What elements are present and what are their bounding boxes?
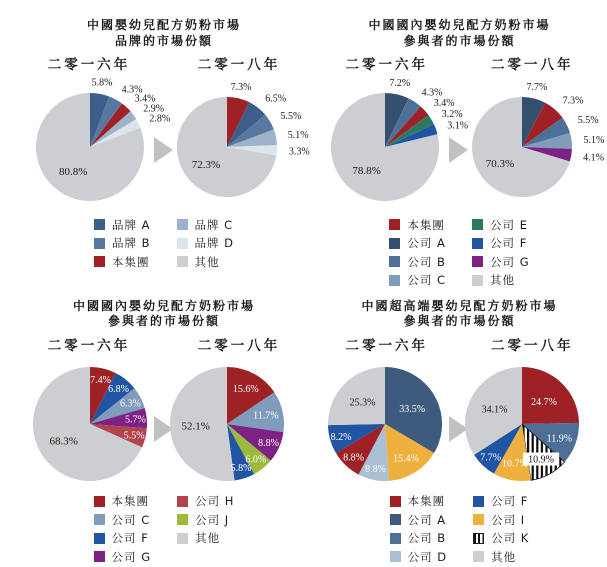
legend-swatch-icon [177,496,188,507]
legend-label: 本集團 [111,254,150,269]
year-2016-label: 二零一六年 [345,337,428,354]
legend-item [472,217,530,233]
pie-slice-label: 10.9% [528,454,555,466]
legend-label: 本集團 [407,494,446,509]
legend-item [177,530,234,546]
legend-label: 公司 F [111,531,149,546]
pie-slice-label: 3.2% [441,108,463,120]
pie-slice-label: 6.8% [107,383,129,395]
pie-slice-label: 4.3% [421,87,443,99]
legend-swatch-icon [389,275,400,286]
legend-swatch-icon [177,256,188,267]
legend-label: 公司 G [111,549,152,564]
pie-slice-label: 5.5% [280,111,301,123]
legend-swatch-icon [94,219,105,230]
legend-item [94,549,152,565]
legend-swatch-icon [472,238,483,249]
legend-label: 公司 B [407,254,446,269]
legend-label: 品牌 A [111,217,151,232]
legend-item [94,530,152,546]
pie-slice-label: 11.7% [252,410,279,422]
pie-slice [328,367,385,425]
pie-slice-label: 68.3% [48,435,78,448]
chart-title-line1: 中國超高端嬰幼兒配方奶粉市場 [361,298,558,313]
legend-label: 公司 K [491,531,530,546]
legend-swatch-icon [473,533,484,544]
legend-swatch-icon [94,496,105,507]
legend-label: 公司 D [407,549,448,564]
pie-slice-label: 6.0% [244,454,266,466]
legend-column [390,491,448,567]
legend-label: 公司 A [407,512,447,527]
pie-slice-label: 2.8% [148,113,170,125]
chart-title-line1: 中國國內嬰幼兒配方奶粉市場 [72,298,255,313]
legend-swatch-icon [94,533,105,544]
pie-slice-label: 8.8% [257,437,279,449]
legend-label: 公司 C [111,512,151,527]
legend-item [473,493,529,509]
legend-swatch-icon [177,533,188,544]
chart-title [314,299,605,330]
year-2016-label: 二零一六年 [47,337,131,354]
legend-label: 本集團 [407,217,445,232]
legend-swatch-icon [473,514,484,525]
legend-label: 其他 [490,273,516,288]
legend-swatch-icon [177,238,188,249]
year-2018-label: 二零一八年 [491,337,574,354]
legend-label: 品牌 C [194,217,234,232]
pie-slice-label: 6.3% [119,398,141,410]
legend-swatch-icon [94,514,105,525]
legend-item [472,272,530,288]
pie-slice-label: 4.1% [583,152,604,164]
legend-label: 公司 H [195,494,235,509]
legend-swatch-icon [472,256,483,267]
legend-label: 其他 [491,549,517,564]
legend-item [94,512,152,528]
chart-title-line2: 參與者的市場份額 [107,314,220,329]
pie-chart-2016 [323,356,461,488]
pie-slice-label: 33.5% [399,403,426,415]
legend-item [177,493,234,509]
legend-swatch-icon [389,219,400,230]
legend-label: 公司 A [407,236,446,251]
legend-swatch-icon [389,256,400,267]
pie-slice-label: 70.3% [485,157,515,170]
pie-chart-2016 [28,356,166,488]
pie-slice-label: 25.3% [349,397,376,409]
pie-slice-label: 15.6% [232,384,259,396]
legend-item [390,493,448,509]
legend-item [473,512,529,528]
pie-chart-2016 [323,75,469,211]
pie-slice-label: 7.7% [526,82,548,94]
year-labels [314,334,605,354]
year-labels [314,53,605,73]
pie-slice-label: 15.4% [393,453,419,465]
chart-title-line2: 品牌的市場份額 [114,33,213,48]
pie-slice-label: 52.1% [180,420,210,433]
legend-swatch-icon [472,219,483,230]
legend-label: 其他 [195,531,221,546]
legend-label: 公司 G [490,254,530,269]
pie-chart-2018 [458,75,605,211]
legend-column [94,214,151,272]
legend-item [94,217,151,233]
legend-item [473,549,529,565]
year-2018-label: 二零一八年 [491,57,574,74]
legend [314,491,605,567]
legend-swatch-icon [390,514,401,525]
pie-slice [522,367,579,424]
legend [314,214,605,291]
legend-swatch-icon [390,533,401,544]
chart-title-line1: 中國國內嬰幼兒配方奶粉市場 [368,18,551,32]
pie-chart-2018 [163,75,310,211]
legend-swatch-icon [94,551,105,562]
legend-label: 本集團 [111,494,150,509]
pie-slice-label: 7.2% [389,78,411,90]
year-2016-label: 二零一六年 [345,57,428,74]
legend-column [177,214,235,272]
pie-row [314,75,605,211]
year-labels [14,334,314,354]
chart-title [14,18,314,49]
pie-slice-label: 6.5% [264,93,286,105]
pie-slice-label: 78.8% [352,164,381,177]
legend-item [94,493,152,509]
year-2018-label: 二零一八年 [197,57,281,74]
pie-slice-label: 24.7% [531,396,557,408]
pie-row [14,75,314,211]
legend-swatch-icon [473,551,484,562]
legend-label: 公司 J [195,512,230,527]
legend-label: 公司 E [490,217,528,232]
legend-label: 品牌 B [111,236,151,251]
pie-slice-label: 34.1% [481,404,508,416]
legend-swatch-icon [94,238,105,249]
legend-column [389,214,446,291]
chart-title [314,18,605,49]
pie-slice-label: 5.8% [91,77,112,89]
pie-slice-label: 7.4% [89,374,111,386]
pie-slice-label: 7.7% [480,452,502,464]
pie-slice-label: 8.8% [365,463,387,475]
pie-slice-label: 8.8% [343,452,365,464]
legend-item [389,235,446,251]
legend-label: 公司 I [491,512,526,527]
legend-column [177,491,234,567]
chart-group-ultra-premium [314,299,605,567]
legend-label: 其他 [194,254,220,269]
legend-swatch-icon [390,496,401,507]
legend-item [390,549,448,565]
pie-chart-2018 [163,356,301,488]
legend-item [390,512,448,528]
legend [14,214,314,272]
pie-slice-label: 2.9% [142,103,164,115]
legend [14,491,314,567]
pie-slice-label: 4.3% [121,84,142,96]
legend-swatch-icon [473,496,484,507]
legend-item [473,530,529,546]
legend-column [473,491,529,567]
legend-label: 公司 C [407,273,447,288]
legend-item [177,235,235,251]
pie-slice-label: 5.7% [124,414,146,426]
legend-item [177,254,235,270]
pie-slice-label: 3.1% [447,120,469,132]
legend-swatch-icon [389,238,400,249]
legend-item [389,254,446,270]
pie-slice-label: 8.2% [330,431,352,443]
legend-item [94,254,151,270]
pie-slice-label: 5.1% [583,134,605,146]
year-labels [14,53,314,73]
pie-slice-label: 7.3% [230,82,252,94]
chart-group-domestic-participants [314,18,605,291]
chart-group-domestic-participants-2 [14,299,314,567]
pie-slice-label: 10.7% [501,458,528,470]
pie-row [14,356,314,488]
legend-swatch-icon [390,551,401,562]
legend-item [389,272,446,288]
legend-item [390,530,448,546]
pie-slice-label: 7.3% [562,95,584,107]
legend-label: 品牌 D [194,236,235,251]
year-2016-label: 二零一六年 [47,57,131,74]
chart-title [14,299,314,330]
pie-slice-label: 72.3% [191,159,220,172]
chart-title-line2: 參與者的市場份額 [403,33,516,48]
chart-title-line2: 參與者的市場份額 [403,314,516,329]
chart-title-line1: 中國嬰幼兒配方奶粉市場 [86,18,241,32]
pie-slice-label: 3.4% [134,93,155,105]
legend-label: 公司 B [407,531,447,546]
pie-slice-label: 11.9% [546,433,573,445]
legend-swatch-icon [177,514,188,525]
legend-column [472,214,530,291]
legend-item [177,512,234,528]
year-2018-label: 二零一八年 [197,337,281,354]
pie-slice-label: 3.4% [433,97,455,109]
legend-label: 公司 F [490,236,528,251]
legend-swatch-icon [94,256,105,267]
pie-slice-label: 3.3% [288,146,310,158]
pie-chart-2016 [28,75,170,211]
legend-item [472,254,530,270]
pie-chart-2018 [458,356,596,488]
legend-item [177,217,235,233]
pie-slice-label: 5.8% [230,462,252,474]
pie-slice-label: 5.5% [123,430,145,442]
pie-row [314,356,605,488]
pie-slice-label: 80.8% [58,166,87,179]
legend-swatch-icon [472,275,483,286]
pie-slice-label: 5.5% [577,115,599,127]
legend-item [94,235,151,251]
legend-item [472,235,530,251]
legend-item [389,217,446,233]
pie-slice-label: 5.1% [287,130,309,142]
legend-column [94,491,152,567]
legend-label: 公司 F [491,494,529,509]
legend-swatch-icon [177,219,188,230]
chart-group-brand-share [14,18,314,291]
